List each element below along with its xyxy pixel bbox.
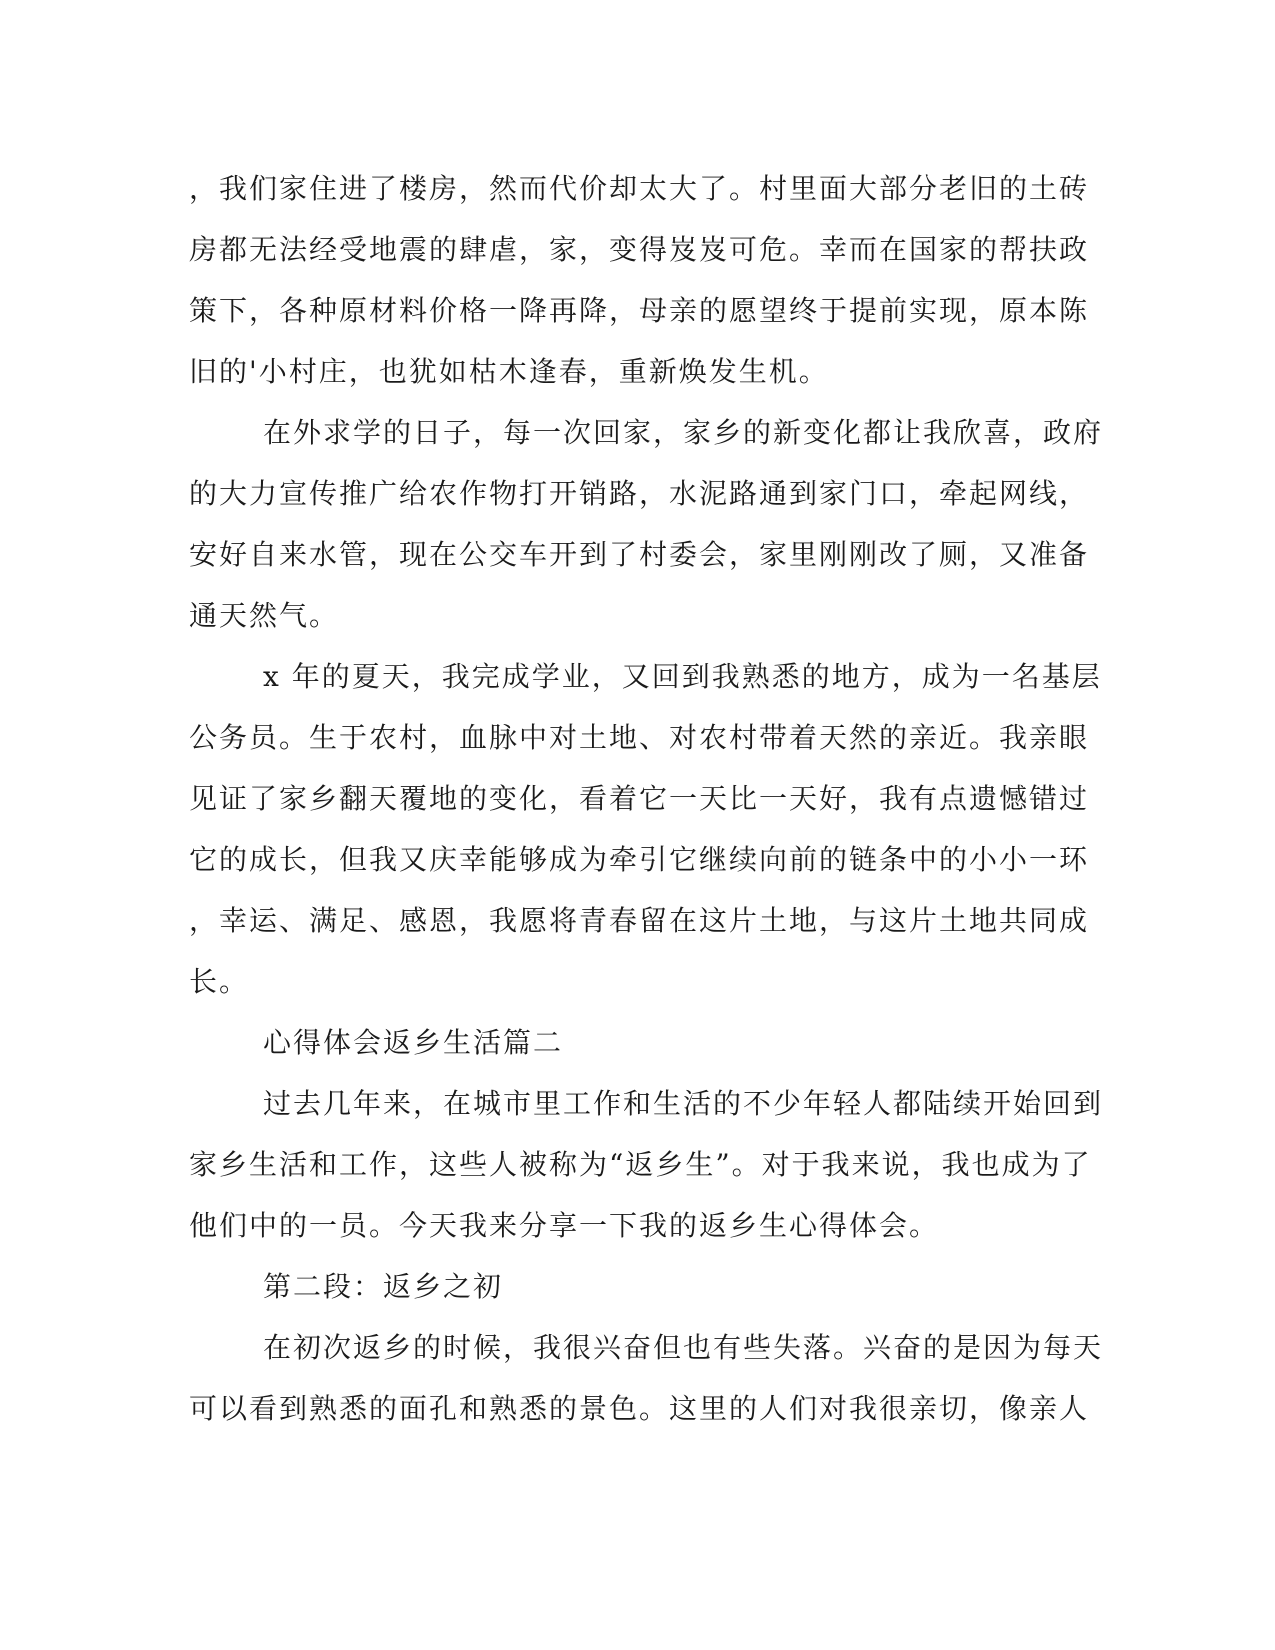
text-line: 长。 <box>189 965 250 998</box>
text-line: 公务员。生于农村，血脉中对土地、对农村带着天然的亲近。我亲眼 <box>189 721 1090 754</box>
text-line: ，我们家住进了楼房，然而代价却太大了。村里面大部分老旧的土砖 <box>189 172 1090 205</box>
text-line: 可以看到熟悉的面孔和熟悉的景色。这里的人们对我很亲切，像亲人 <box>189 1392 1090 1425</box>
text-line: 安好自来水管，现在公交车开到了村委会，家里刚刚改了厕，又准备 <box>189 538 1090 571</box>
paragraph-first-line: 在初次返乡的时候，我很兴奋但也有些失落。兴奋的是因为每天 <box>263 1331 1104 1364</box>
paragraph-first-line: 过去几年来，在城市里工作和生活的不少年轻人都陆续开始回到 <box>263 1087 1104 1120</box>
paragraph-first-line: x 年的夏天，我完成学业，又回到我熟悉的地方，成为一名基层 <box>263 660 1102 693</box>
text-line: ，幸运、满足、感恩，我愿将青春留在这片土地，与这片土地共同成 <box>189 904 1090 937</box>
section-heading: 心得体会返乡生活篇二 <box>263 1026 564 1059</box>
paragraph-first-line: 在外求学的日子，每一次回家，家乡的新变化都让我欣喜，政府 <box>263 416 1104 449</box>
text-line: 通天然气。 <box>189 599 340 632</box>
text-line: 他们中的一员。今天我来分享一下我的返乡生心得体会。 <box>189 1209 940 1242</box>
document-body <box>189 158 1104 1439</box>
text-line: 它的成长，但我又庆幸能够成为牵引它继续向前的链条中的小小一环 <box>189 843 1090 876</box>
text-line: 见证了家乡翻天覆地的变化，看着它一天比一天好，我有点遗憾错过 <box>189 782 1090 815</box>
text-line: 房都无法经受地震的肆虐，家，变得岌岌可危。幸而在国家的帮扶政 <box>189 233 1090 266</box>
section-heading: 第二段：返乡之初 <box>263 1270 504 1303</box>
text-line: 的大力宣传推广给农作物打开销路，水泥路通到家门口，牵起网线， <box>189 477 1090 510</box>
text-line: 旧的'小村庄，也犹如枯木逢春，重新焕发生机。 <box>189 355 829 388</box>
text-line: 家乡生活和工作，这些人被称为“返乡生”。对于我来说，我也成为了 <box>189 1148 1092 1181</box>
text-line: 策下，各种原材料价格一降再降，母亲的愿望终于提前实现，原本陈 <box>189 294 1090 327</box>
